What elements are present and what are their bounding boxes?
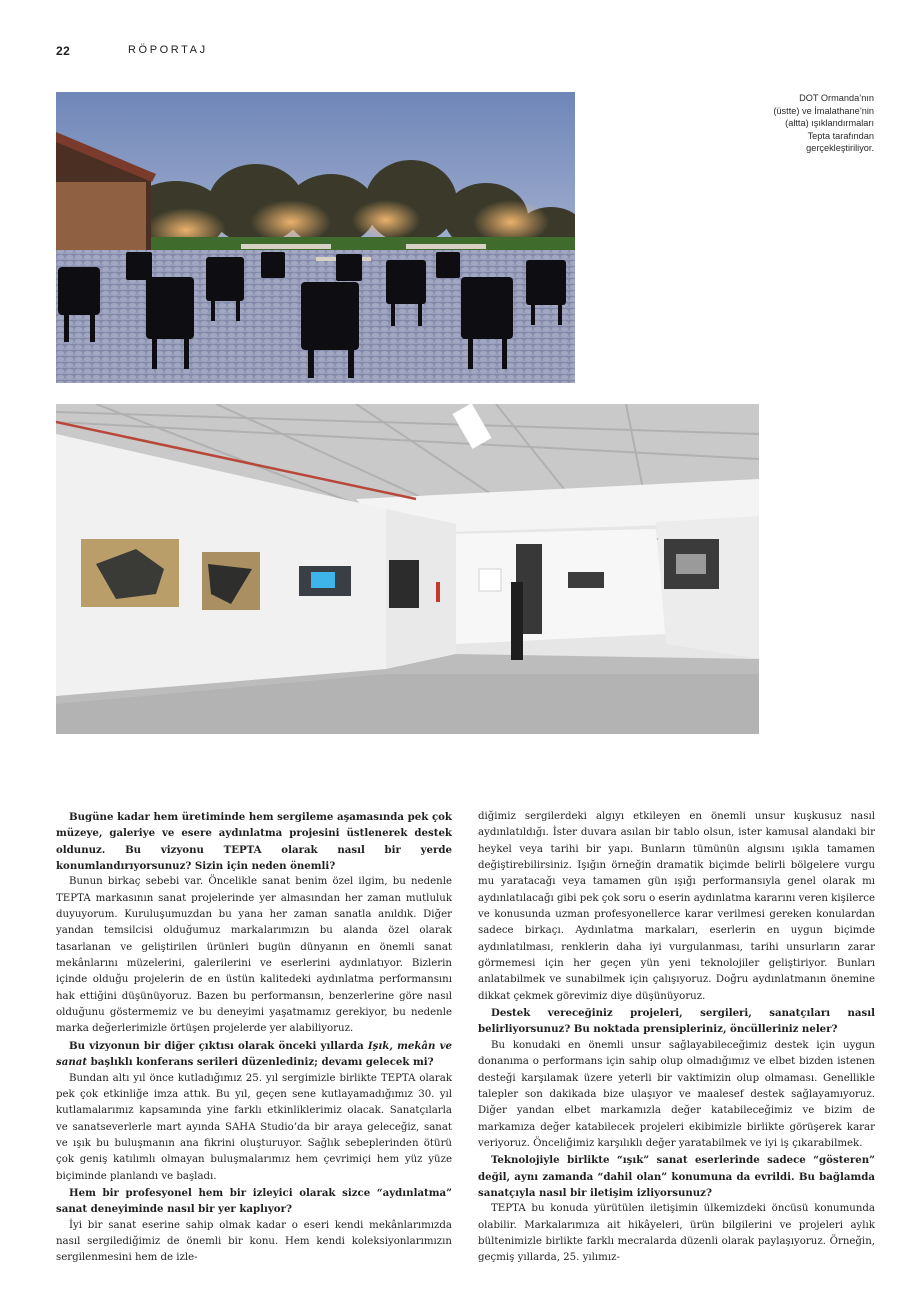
interview-question: Destek vereceğiniz projeleri, sergileri, sanatçıları nasıl belirliyorsunuz? Bu noktada prensipleriniz, öncülleriniz neler?	[478, 1007, 875, 1036]
page-number: 22	[56, 44, 71, 58]
interview-answer: İyi bir sanat eserine sahip olmak kadar o eseri kendi mekânlarımızda nasıl sergilediğimiz de önemli bir konu. Hem kendi koleksiyonlarımızın sergilenmesini hem de izle-	[56, 1219, 452, 1264]
interview-answer: Bu konudaki en önemli unsur sağlayabileceğimiz destek için uygun donanıma o performans için sahip olup olmadığımız ve elbet bizden istenen desteği karşılamak üzere yeterli bir vaktimizin olup olmaması. Genellikle talepler son dakikada bize ulaşıyor ve maalesef destek sağlayamıyoruz. Diğer yandan elbet markamızla değer katabileceğimiz ve bizim de markamıza değer katabilecek projeleri ekibimizle birlikte görüşerek karar veriyoruz. Önceliğimiz karşılıklı değer yaratabilmek ve iyi iş çıkarabilmek.	[478, 1039, 875, 1149]
article-column-right	[478, 809, 875, 1267]
interview-question	[56, 1038, 452, 1071]
question-text: başlıklı konferans serileri düzenlediniz; devamı gelecek mi?	[87, 1056, 434, 1069]
outdoor-venue-photo	[56, 92, 575, 383]
gallery-interior-photo	[56, 404, 759, 734]
question-text: Bu vizyonun bir diğer çıktısı olarak önceki yıllarda	[69, 1039, 368, 1052]
section-title: RÖPORTAJ	[128, 44, 208, 56]
article-column-left	[56, 809, 452, 1267]
interview-question: Bugüne kadar hem üretiminde hem sergileme aşamasında pek çok müzeye, galeriye ve esere aydınlatma projesini üstlenerek destek oldunuz. Bu vizyonu TEPTA olarak nasıl bir yerde konumlandırıyorsunuz? Sizin için neden önemli?	[56, 811, 452, 873]
interview-answer: TEPTA bu konuda yürütülen iletişimin ülkemizdeki öncüsü konumunda olabilir. Markalarımıza ait hikâyeleri, ürün bilgilerini ve projeleri aylık bültenimizle birlikte farklı mecralarda düzenli olarak paylaşıyoruz. Örneğin, geçmiş yıllarda, 25. yılımız-	[478, 1203, 875, 1264]
caption-line: (üstte) ve İmalathane’nin	[773, 105, 874, 116]
interview-answer-continued: diğimiz sergilerdeki algıyı etkileyen en önemli unsur kuşkusuz nasıl aydınlatıldığı. İster duvara asılan bir tablo olsun, ister kamusal alandaki bir heykel veya tarihi bir yapı. Bunların tümünün algısını ışıkla tamamen değiştirebilirsiniz. Işığın örneğin dramatik biçimde belirli bölgelere vurgu mu yaratacağı veya tamamen gün ışığı performansıyla genel olarak mı aydınlatılacağı gibi pek çok soru o eserin aydınlatma kararını veren kişilerce ve konusunda uzman profesyonellerce karar verilmesi gereken konulardan sadece birkaçı. Aydınlatma markaları, eserlerin en uygun biçimde aydınlatılması, renklerin daha iyi vurgulanması, tarihi unsurların zarar görmemesi için her geçen yün yeni teknolojiler geliştiriyor. Bunları anlatabilmek ve sunabilmek için çalışıyoruz. Doğru aydınlatmanın önemine dikkat çekmek görevimiz diye düşünüyoruz.	[478, 811, 875, 1002]
caption-line: Tepta tarafından	[807, 130, 874, 141]
interview-answer: Bunun birkaç sebebi var. Öncelikle sanat benim özel ilgim, bu nedenle TEPTA markasının sanat projelerinde yer almasından her zaman mutluluk duyuyorum. Kuruluşumuzdan bu yana her zaman sanatla anıldık. Diğer yandan temsilcisi olduğumuz markalarımızın bu alanda özel olarak tasarlanan ve geliştirilen ürünleri bugün dünyanın en önemli sanat mekânlarını müzelerini, galerilerini ve eserlerini aydınlatıyor. Bizlerin içinde olduğu projelerin de en üstün kalitedeki aydınlatma performansını hak ettiğini düşünüyoruz. Bazen bu performansın, benzerlerine göre nasıl olduğunu göstermemiz ve bu deneyimi yaşatmamız gerekiyor, bu nedenle marka değerlerimizle örtüşen projelerde yer alabiliyoruz.	[56, 876, 452, 1035]
conference-series-title: Işık, mekân ve sanat	[56, 1039, 452, 1069]
caption-line: (altta) ışıklandırmaları	[785, 118, 874, 129]
photo-caption	[724, 92, 874, 155]
interview-question: Teknolojiyle birlikte “ışık” sanat eserlerinde sadece “gösteren” değil, aynı zamanda “dahil olan” konumuna da evrildi. Bu bağlamda sanatçıyla nasıl bir iletişim izliyorsunuz?	[478, 1154, 875, 1199]
interview-question: Hem bir profesyonel hem bir izleyici olarak sizce “aydınlatma” sanat deneyiminde nasıl bir yer kaplıyor?	[56, 1186, 452, 1216]
interview-answer: Bundan altı yıl önce kutladığımız 25. yıl sergimizle birlikte TEPTA olarak pek çok etkinliğe imza attık. Bu yıl, geçen sene kutlayamadığımız 30. yıl kutlamalarımız kapsamında yine farklı etkinliklerimiz olacak. Sanatçılarla ve sanatseverlerle mart ayında SAHA Studio’da bir araya geleceğiz, sanat ve ışık bu buluşmanın ana fikrini oluşturuyor. Sağlık sebeplerinden ötürü çok geniş katılımlı olmayan buluşmalarımız hem çevrimiçi hem yüz yüze biçiminde planlandı ve başladı.	[56, 1072, 452, 1182]
caption-line: DOT Ormanda’nın	[799, 93, 874, 103]
caption-line: gerçekleştiriliyor.	[806, 143, 874, 154]
